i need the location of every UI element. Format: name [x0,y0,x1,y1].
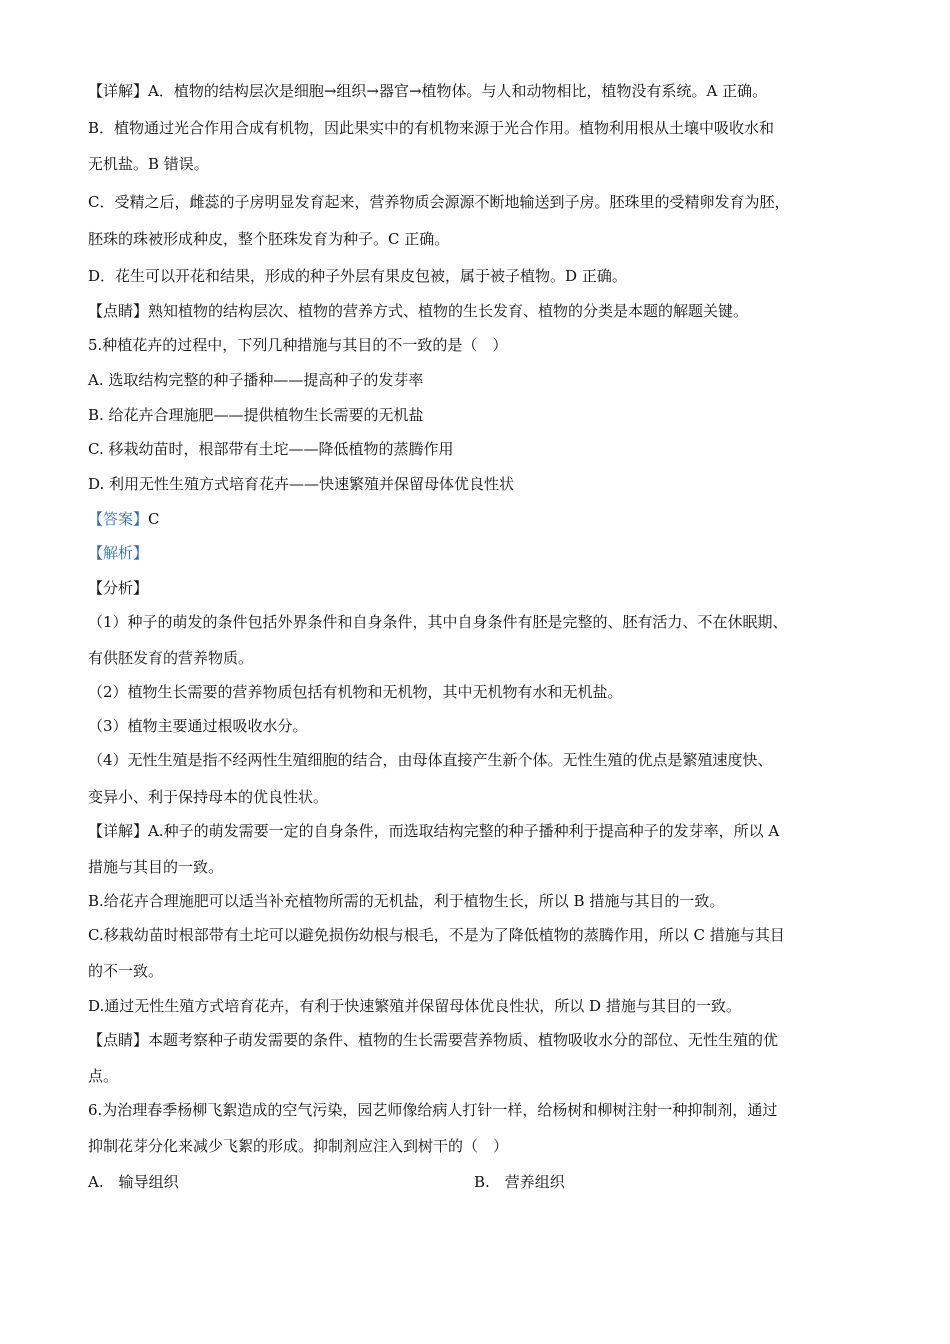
option-b: B. 给花卉合理施肥——提供植物生长需要的无机盐 [88,406,424,424]
option-d: D. 利用无性生殖方式培育花卉——快速繁殖并保留母体优良性状 [88,475,515,493]
text-line: D.通过无性生殖方式培育花卉，有利于快速繁殖并保留母体优良性状，所以 D 措施与其目的一致。 [88,997,741,1015]
text-line: 点。 [88,1067,119,1085]
text-line: 有供胚发育的营养物质。 [88,649,254,667]
text-line: （2）植物生长需要的营养物质包括有机物和无机物，其中无机物有水和无机盐。 [88,683,623,701]
text-line: D．花生可以开花和结果，形成的种子外层有果皮包被，属于被子植物。D 正确。 [88,267,627,285]
option-c: C. 移栽幼苗时，根部带有土坨——降低植物的蒸腾作用 [88,440,454,458]
answer-line [88,509,888,529]
q6-option-a: A. 输导组织 [88,1173,179,1191]
text-line: C．受精之后，雌蕊的子房明显发育起来，营养物质会源源不断地输送到子房。胚珠里的受精卵发育为胚， [88,193,790,211]
text-line: 胚珠的珠被形成种皮，整个胚珠发育为种子。C 正确。 [88,230,450,248]
answer-value: C [148,510,160,528]
analysis-label: 【解析】 [88,544,149,562]
text-line: 【详解】A．植物的结构层次是细胞→组织→器官→植物体。与人和动物相比，植物没有系统。A 正确。 [88,82,768,100]
text-line: 无机盐。B 错误。 [88,155,209,173]
text-line: C.移栽幼苗时根部带有土坨可以避免损伤幼根与根毛，不是为了降低植物的蒸腾作用，所以 C 措施与其目 [88,926,785,944]
text-line: 的不一致。 [88,962,164,980]
text-line: （1）种子的萌发的条件包括外界条件和自身条件，其中自身条件有胚是完整的、胚有活力、不在休眠期、 [88,613,788,631]
text-line: 【详解】A.种子的萌发需要一定的自身条件，而选取结构完整的种子播种利于提高种子的发芽率，所以 A [88,822,780,840]
text-line: （4）无性生殖是指不经两性生殖细胞的结合，由母体直接产生新个体。无性生殖的优点是繁殖速度快、 [88,751,773,769]
text-line: 抑制花芽分化来减少飞絮的形成。抑制剂应注入到树干的（ ） [88,1137,509,1155]
text-line: B．植物通过光合作用合成有机物，因此果实中的有机物来源于光合作用。植物利用根从土壤中吸收水和 [88,119,775,137]
question-5: 5.种植花卉的过程中，下列几种措施与其目的不一致的是（ ） [88,336,508,354]
text-line: （3）植物主要通过根吸收水分。 [88,717,308,735]
text-line: 【点睛】熟知植物的结构层次、植物的营养方式、植物的生长发育、植物的分类是本题的解题关键。 [88,302,749,320]
text-line: 【分析】 [88,579,149,597]
text-line: 措施与其目的一致。 [88,858,224,876]
q6-option-b: B. 营养组织 [474,1173,565,1191]
text-line: 【点睛】本题考察种子萌发需要的条件、植物的生长需要营养物质、植物吸收水分的部位、无性生殖的优 [88,1031,779,1049]
question-6: 6.为治理春季杨柳飞絮造成的空气污染，园艺师像给病人打针一样，给杨树和柳树注射一种抑制剂，通过 [88,1101,778,1119]
answer-label: 【答案】 [88,510,149,528]
option-a: A. 选取结构完整的种子播种——提高种子的发芽率 [88,371,424,389]
text-line: 变异小、利于保持母本的优良性状。 [88,788,329,806]
text-line: B.给花卉合理施肥可以适当补充植物所需的无机盐，利于植物生长，所以 B 措施与其目的一致。 [88,892,725,910]
